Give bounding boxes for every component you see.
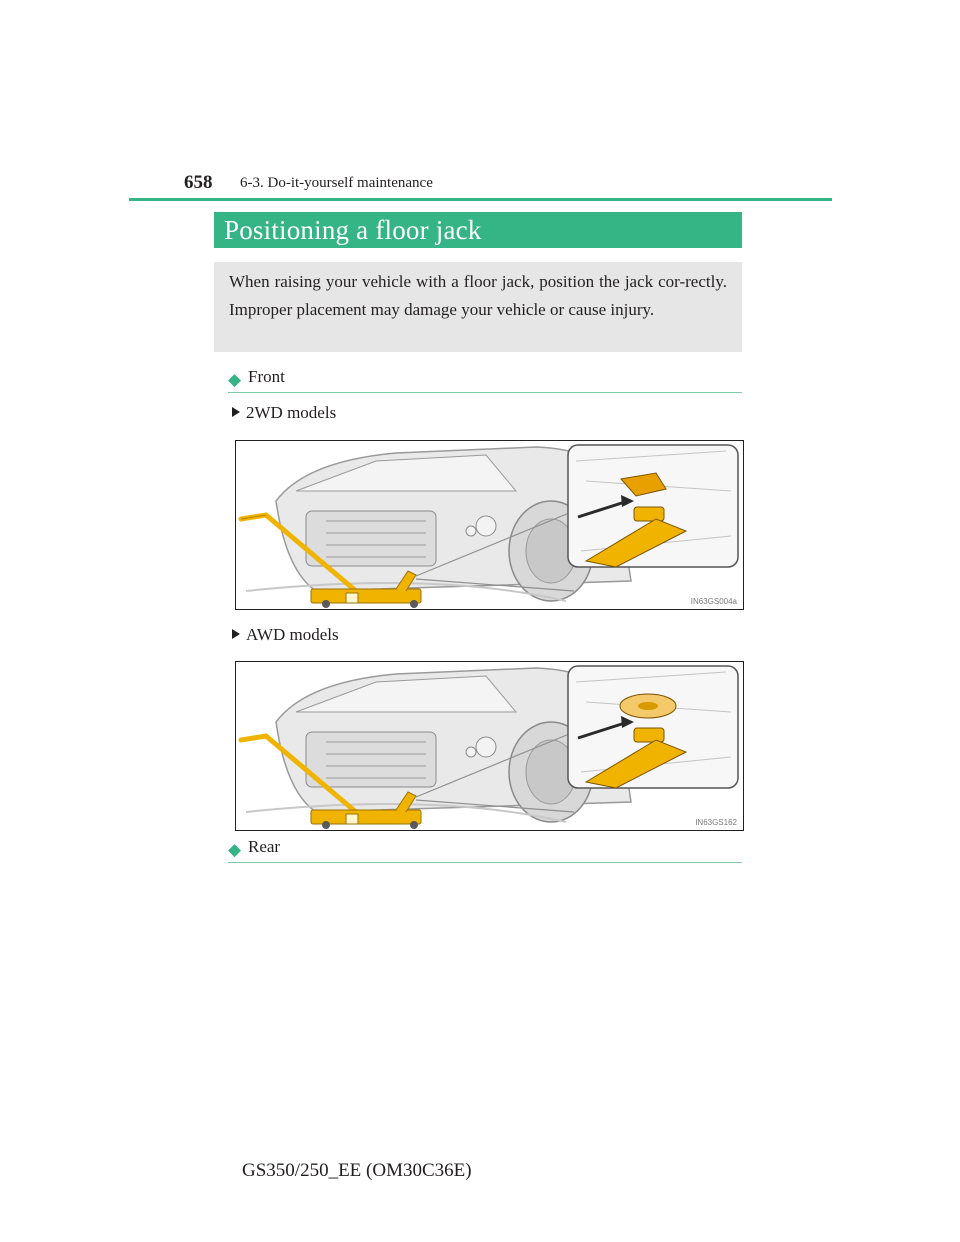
header-rule <box>129 198 832 201</box>
page-number: 658 <box>184 172 213 193</box>
title-bar <box>214 212 742 248</box>
subhead-front <box>228 366 742 393</box>
model-label-awd: AWD models <box>246 625 339 644</box>
footer-model: GS350/250_EE (OM30C36E) <box>242 1160 472 1181</box>
intro-text: When raising your vehicle with a floor jack, position the jack cor-rectly. Improper placement may damage your vehicle or cause injury. <box>229 272 727 319</box>
model-line-awd <box>232 625 339 645</box>
figure-2wd <box>235 440 744 610</box>
subhead-rear-label: Rear <box>248 837 281 856</box>
subhead-front-label: Front <box>248 367 285 386</box>
diamond-icon: ◆ <box>228 840 242 859</box>
model-label-2wd: 2WD models <box>246 403 337 422</box>
figure-code: IN63GS004a <box>690 597 737 606</box>
subhead-rear <box>228 836 742 863</box>
floor-jack-2wd-illustration <box>236 441 743 609</box>
arrow-right-icon <box>232 407 240 417</box>
intro-box <box>214 262 742 352</box>
figure-awd <box>235 661 744 831</box>
section-header: 6-3. Do-it-yourself maintenance <box>240 175 433 191</box>
arrow-right-icon <box>232 629 240 639</box>
figure-code: IN63GS162 <box>695 818 737 827</box>
model-line-2wd <box>232 403 336 423</box>
diamond-icon: ◆ <box>228 370 242 389</box>
floor-jack-awd-illustration <box>236 662 743 830</box>
page-title: Positioning a floor jack <box>224 215 482 245</box>
